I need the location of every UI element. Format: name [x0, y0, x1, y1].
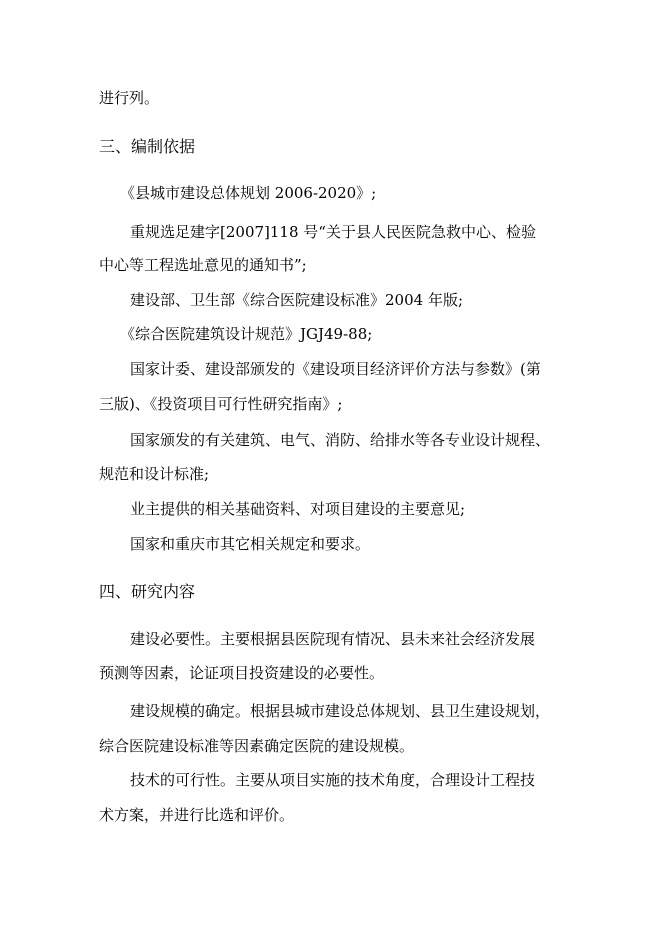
section-heading-3: 三、编制依据 — [99, 137, 196, 156]
research-item-1-line-2: 预测等因素，论证项目投资建设的必要性。 — [99, 664, 385, 682]
research-item-1-line-1: 建设必要性。主要根据县医院现有情况、县未来社会经济发展 — [130, 630, 536, 648]
basis-item-7: 业主提供的相关基础资料、对项目建设的主要意见; — [130, 500, 466, 518]
research-item-3-line-2: 术方案，并进行比选和评价。 — [99, 806, 295, 824]
basis-item-5-line-1: 国家计委、建设部颁发的《建设项目经济评价方法与参数》(第 — [130, 360, 541, 378]
basis-item-6-line-1: 国家颁发的有关建筑、电气、消防、给排水等各专业设计规程、 — [130, 431, 551, 449]
research-item-2-line-2: 综合医院建设标准等因素确定医院的建设规模。 — [99, 737, 415, 755]
basis-item-5-line-2: 三版)、《投资项目可行性研究指南》; — [99, 395, 343, 413]
basis-item-2-line-2: 中心等工程选址意见的通知书”; — [99, 256, 307, 274]
lead-line: 进行列。 — [99, 89, 160, 107]
basis-item-1: 《县城市建设总体规划 2006-2020》; — [120, 184, 377, 202]
basis-item-8: 国家和重庆市其它相关规定和要求。 — [130, 535, 371, 553]
basis-item-2-line-1: 重规选足建字[2007]118 号“关于县人民医院急救中心、检验 — [130, 223, 536, 241]
research-item-3-line-1: 技术的可行性。主要从项目实施的技术角度，合理设计工程技 — [130, 771, 536, 789]
basis-item-3: 建设部、卫生部《综合医院建设标准》2004 年版; — [130, 291, 463, 309]
basis-item-6-line-2: 规范和设计标准; — [99, 465, 210, 483]
basis-item-4: 《综合医院建筑设计规范》JGJ49-88; — [120, 325, 373, 343]
section-heading-4: 四、研究内容 — [99, 582, 196, 601]
research-item-2-line-1: 建设规模的确定。根据县城市建设总体规划、县卫生建设规划， — [130, 702, 551, 720]
